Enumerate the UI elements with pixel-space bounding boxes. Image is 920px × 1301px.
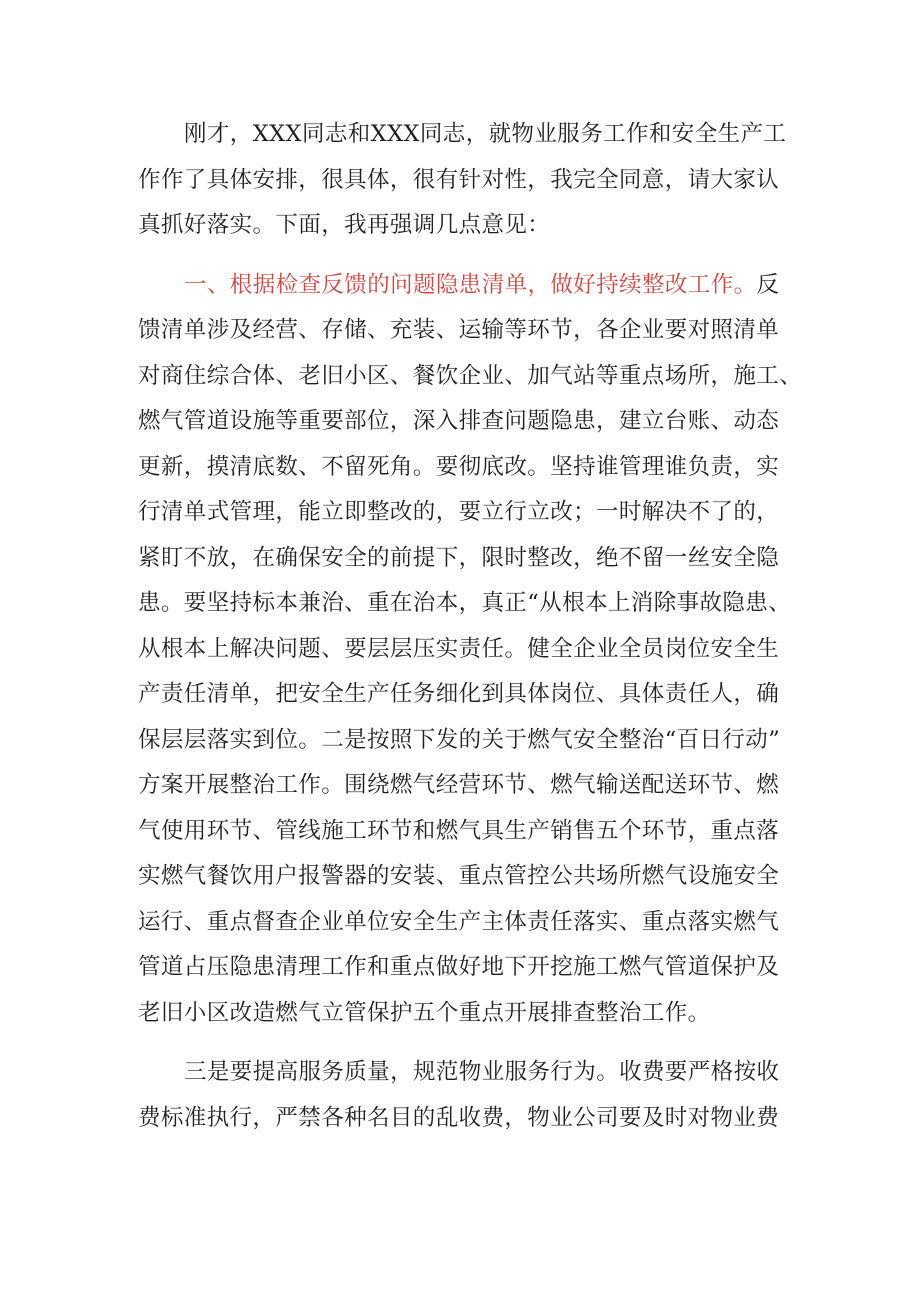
text-line: 产责任清单，把安全生产任务细化到具体岗位、具体责任人，确 (138, 681, 780, 707)
text-line: 刚才，XXX同志和XXX同志，就物业服务工作和安全生产工 (184, 121, 787, 147)
text-line: 对商住综合体、老旧小区、餐饮企业、加气站等重点场所，施工、 (138, 362, 803, 389)
text-line: 紧盯不放，在确保安全的前提下，限时整改，绝不留一丝安全隐 (138, 544, 780, 571)
text-line: 从根本上解决问题、要层层压实责任。健全企业全员岗位安全生 (138, 635, 780, 662)
paragraph-opening (138, 112, 798, 249)
text-line: 运行、重点督查企业单位安全生产主体责任落实、重点落实燃气 (138, 908, 780, 935)
text-fragment: 反 (756, 271, 780, 298)
text-line: 三是要提高服务质量，规范物业服务行为。收费要严格按收 (184, 1059, 780, 1085)
section-heading-highlight: 一、根据检查反馈的问题隐患清单，做好持续整改工作。 (184, 271, 757, 298)
text-line: 馈清单涉及经营、存储、充装、运输等环节，各企业要对照清单 (138, 317, 780, 343)
text-line: 真抓好落实。下面，我再强调几点意见： (138, 212, 551, 238)
text-line: 行清单式管理，能立即整改的，要立行立改；一时解决不了的， (138, 499, 780, 525)
text-line (138, 263, 798, 309)
text-line: 管道占压隐患清理工作和重点做好地下开挖施工燃气管道保护及 (138, 954, 780, 980)
text-line: 方案开展整治工作。围绕燃气经营环节、燃气输送配送环节、燃 (138, 772, 780, 798)
text-line: 作作了具体安排，很具体，很有针对性，我完全同意，请大家认 (138, 166, 780, 193)
paragraph-point-one (138, 263, 803, 1037)
paragraph-point-three (138, 1050, 798, 1141)
document-body (138, 112, 803, 1141)
text-line: 保层层落实到位。二是按照下发的关于燃气安全整治“百日行动” (138, 726, 781, 753)
text-line: 燃气管道设施等重要部位，深入排查问题隐患，建立台账、动态 (138, 408, 780, 434)
text-line: 实燃气餐饮用户报警器的安装、重点管控公共场所燃气设施安全 (138, 863, 780, 889)
text-line: 费标准执行，严禁各种名目的乱收费，物业公司要及时对物业费 (138, 1104, 780, 1131)
text-line: 老旧小区改造燃气立管保护五个重点开展排查整治工作。 (138, 999, 711, 1026)
text-line: 更新，摸清底数、不留死角。要彻底改。坚持谁管理谁负责，实 (138, 453, 780, 480)
text-line: 患。要坚持标本兼治、重在治本，真正“从根本上消除事故隐患、 (138, 590, 792, 616)
text-line: 气使用环节、管线施工环节和燃气具生产销售五个环节，重点落 (138, 817, 780, 844)
